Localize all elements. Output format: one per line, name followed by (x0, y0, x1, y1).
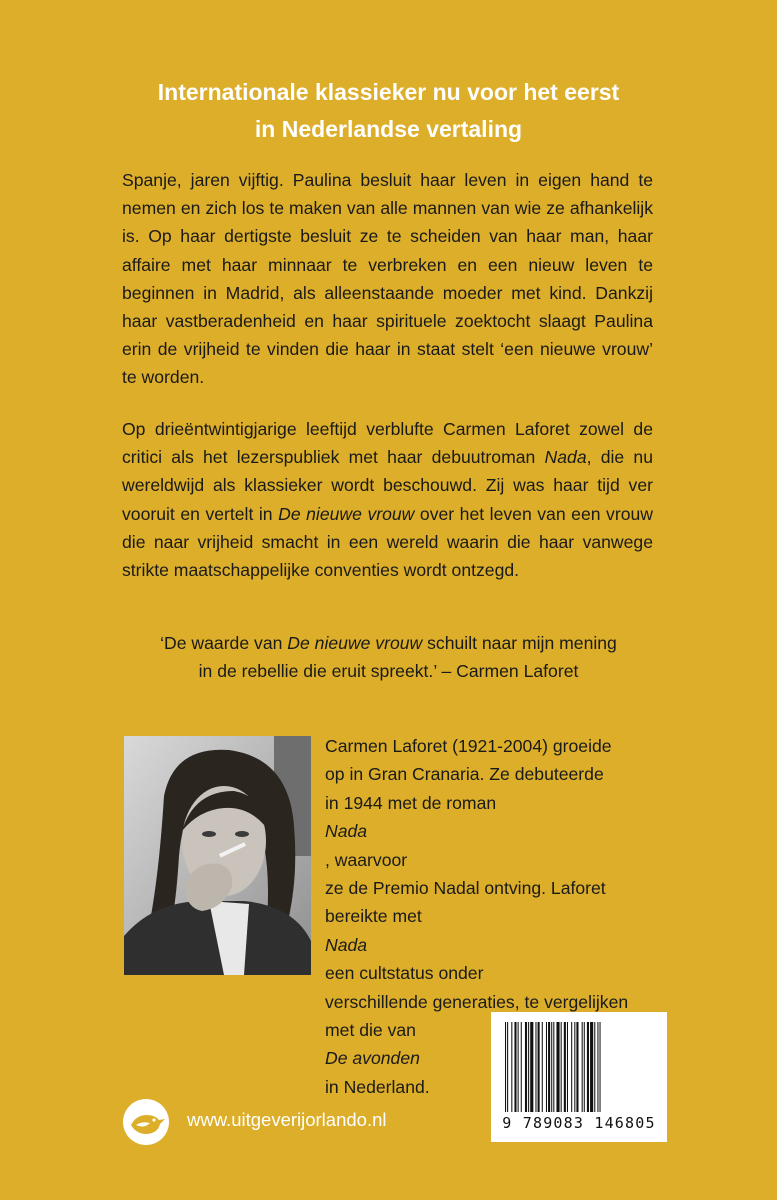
barcode-bar (567, 1022, 568, 1112)
author-paragraph-part-2: , die nu wereldwijd als klassieker wordt beschouwd. Zij was haar tijd ver vooruit en vertelt in (122, 447, 654, 524)
bio-line-3 (325, 789, 665, 874)
barcode-bar (528, 1022, 529, 1112)
author-paragraph (122, 415, 653, 584)
barcode-bar (507, 1022, 508, 1112)
synopsis-paragraph: Spanje, jaren vijftig. Paulina besluit haar leven in eigen hand te nemen en zich los te maken van alle mannen van wie ze afhankelijk is. Op haar dertigste besluit ze te scheiden van haar man, haar affaire met haar minnaar te verbreken en een nieuw leven te beginnen in Madrid, als alleenstaande moeder met kind. Dankzij haar vastberadenheid en haar spirituele zoektocht slaagt Paulina erin de vrijheid te vinden die haar in staat stelt ‘een nieuwe vrouw’ te worden. (122, 170, 653, 388)
barcode-bar (546, 1022, 547, 1112)
bio-line-7c: in Nederland. (325, 1076, 430, 1097)
barcode-bar (505, 1022, 506, 1112)
barcode-bar (597, 1022, 598, 1112)
quote-line-2: in de rebellie die eruit spreekt.’ – Carmen Laforet (198, 661, 579, 682)
headline (0, 74, 777, 148)
barcode-bar (584, 1022, 585, 1112)
bio-title-avonden: De avonden (325, 1048, 420, 1069)
barcode-bar (582, 1022, 583, 1112)
bio-line-5 (325, 902, 665, 987)
bio-line-7a: met die van (325, 1020, 416, 1041)
barcode-bar (600, 1022, 601, 1112)
author-photo-image (124, 736, 311, 975)
barcode-bar (576, 1022, 578, 1112)
bio-title-nada-1: Nada (325, 821, 368, 842)
barcode-bar (571, 1022, 572, 1112)
bio-line-5c: een cultstatus onder (325, 963, 484, 984)
publisher-website: www.uitgeverijorlando.nl (187, 1109, 387, 1130)
barcode-bar (514, 1022, 516, 1112)
bio-line-1: Carmen Laforet (1921-2004) groeide (325, 736, 612, 756)
bio-line-5a: bereikte met (325, 906, 422, 927)
barcode-bar (594, 1022, 595, 1112)
bio-line-2: op in Gran Cranaria. Ze debuteerde (325, 764, 604, 785)
author-paragraph-part-1: Op drieëntwintigjarige leeftijd verblufte Carmen Laforet zowel de critici als het lezerspubliek met haar debuutroman (122, 419, 653, 468)
bio-title-nada-2: Nada (325, 934, 368, 955)
headline-line-1: Internationale klassieker nu voor het eerst (157, 79, 620, 105)
book-title-nada: Nada (544, 447, 587, 468)
barcode-bars (505, 1022, 653, 1112)
barcode-bar (551, 1022, 552, 1112)
barcode-bar (574, 1022, 575, 1112)
bio-line-3c: , waarvoor (325, 849, 408, 870)
barcode-bar (530, 1022, 533, 1112)
quote-line-1 (100, 629, 677, 657)
isbn-number: 9 789083 146805 (502, 1114, 656, 1132)
book-title-nieuwe-vrouw: De nieuwe vrouw (278, 503, 415, 524)
bio-line-3a: in 1944 met de roman (325, 792, 497, 813)
bio-line-4: ze de Premio Nadal ontving. Laforet (325, 878, 606, 899)
barcode-bar (511, 1022, 512, 1112)
barcode-bar (556, 1022, 559, 1112)
barcode-bar (518, 1022, 519, 1112)
quote-rest: schuilt naar mijn mening (422, 633, 617, 653)
barcode-bar (538, 1022, 540, 1112)
author-paragraph-part-3: over het leven van een vrouw die naar vrijheid smacht in een wereld waarin die haar vanwege strikte maatschappelijke conventies wordt ontzegd. (122, 503, 653, 581)
barcode-bar (548, 1022, 550, 1112)
quote-open: ‘De waarde van (160, 633, 288, 653)
bird-logo-icon (122, 1098, 170, 1146)
barcode-bar (561, 1022, 562, 1112)
barcode-bar (542, 1022, 543, 1112)
barcode-bar (590, 1022, 593, 1112)
isbn-barcode (491, 1012, 667, 1142)
bio-line-6: verschillende generaties, te vergelijken (325, 991, 629, 1012)
headline-line-2: in Nederlandse vertaling (254, 116, 523, 142)
barcode-bar (553, 1022, 554, 1112)
barcode-bar (587, 1022, 589, 1112)
author-photo (124, 736, 311, 975)
barcode-bar (521, 1022, 522, 1112)
author-quote (100, 629, 677, 685)
quote-book-title: De nieuwe vrouw (287, 633, 423, 653)
barcode-bar (564, 1022, 566, 1112)
barcode-bar (525, 1022, 527, 1112)
barcode-bar (535, 1022, 536, 1112)
